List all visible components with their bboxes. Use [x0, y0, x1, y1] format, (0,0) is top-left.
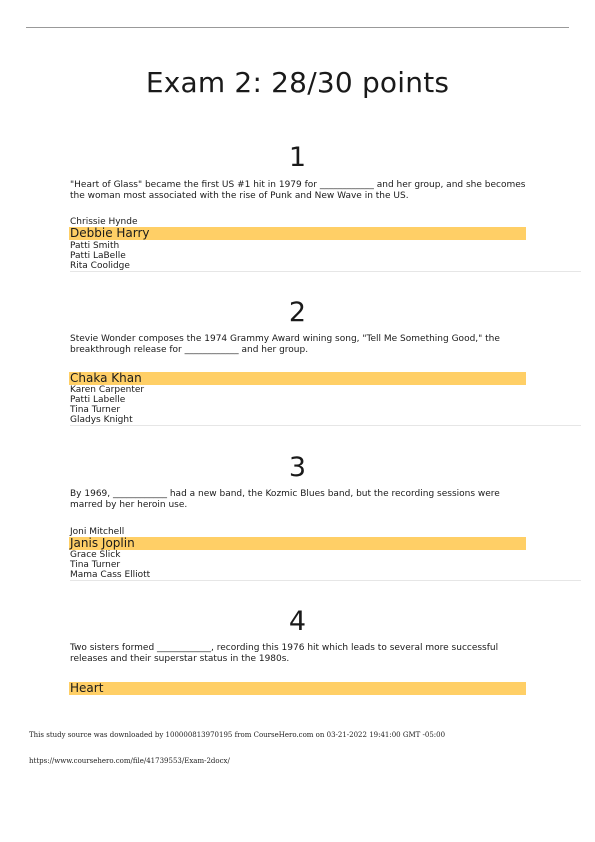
footer-source-url[interactable]: https://www.coursehero.com/file/41739553/Exam-2docx/: [29, 757, 230, 765]
correct-answer-highlight: Heart: [69, 682, 526, 695]
answer-option: Gladys Knight: [70, 415, 133, 425]
answer-option: Grace Slick: [70, 550, 121, 560]
question-number: 2: [288, 297, 307, 328]
answer-option: Tina Turner: [70, 560, 121, 570]
answer-option: Joni Mitchell: [70, 527, 125, 537]
answer-option: Patti Smith: [70, 241, 120, 251]
question-text: "Heart of Glass" became the first US #1 hit in 1979 for ____________ and her group, and she becomes the woman most associated with the rise of Punk and New Wave in the US.: [70, 180, 526, 201]
question-number: 1: [288, 142, 307, 173]
question-text: Two sisters formed ____________, recording this 1976 hit which leads to several more successful releases and their superstar status in the 1980s.: [70, 643, 499, 664]
answer-option: Patti LaBelle: [70, 251, 126, 261]
page-title: Exam 2: 28/30 points: [145, 66, 450, 99]
question-number: 4: [288, 606, 307, 637]
correct-answer-highlight: Janis Joplin: [69, 537, 526, 550]
question-text: Stevie Wonder composes the 1974 Grammy Award wining song, "Tell Me Something Good," the breakthrough release for ____________ and her group.: [70, 334, 500, 355]
question-divider: [70, 425, 581, 426]
footer-download-notice: This study source was downloaded by 100000813970195 from CourseHero.com on 03-21-2022 19:41:00 GMT -05:00: [29, 731, 446, 739]
correct-answer-highlight: Debbie Harry: [69, 227, 526, 240]
question-text: By 1969, ____________ had a new band, the Kozmic Blues band, but the recording sessions were marred by her heroin use.: [70, 489, 500, 510]
question-number: 3: [288, 452, 307, 483]
correct-answer-highlight: Chaka Khan: [69, 372, 526, 385]
answer-option: Chrissie Hynde: [70, 217, 138, 227]
question-divider: [70, 580, 581, 581]
answer-option: Rita Coolidge: [70, 261, 130, 271]
top-rule: [26, 27, 569, 28]
answer-option: Tina Turner: [70, 405, 121, 415]
answer-option: Patti Labelle: [70, 395, 126, 405]
answer-option: Karen Carpenter: [70, 385, 145, 395]
answer-option: Mama Cass Elliott: [70, 570, 151, 580]
question-divider: [70, 271, 581, 272]
